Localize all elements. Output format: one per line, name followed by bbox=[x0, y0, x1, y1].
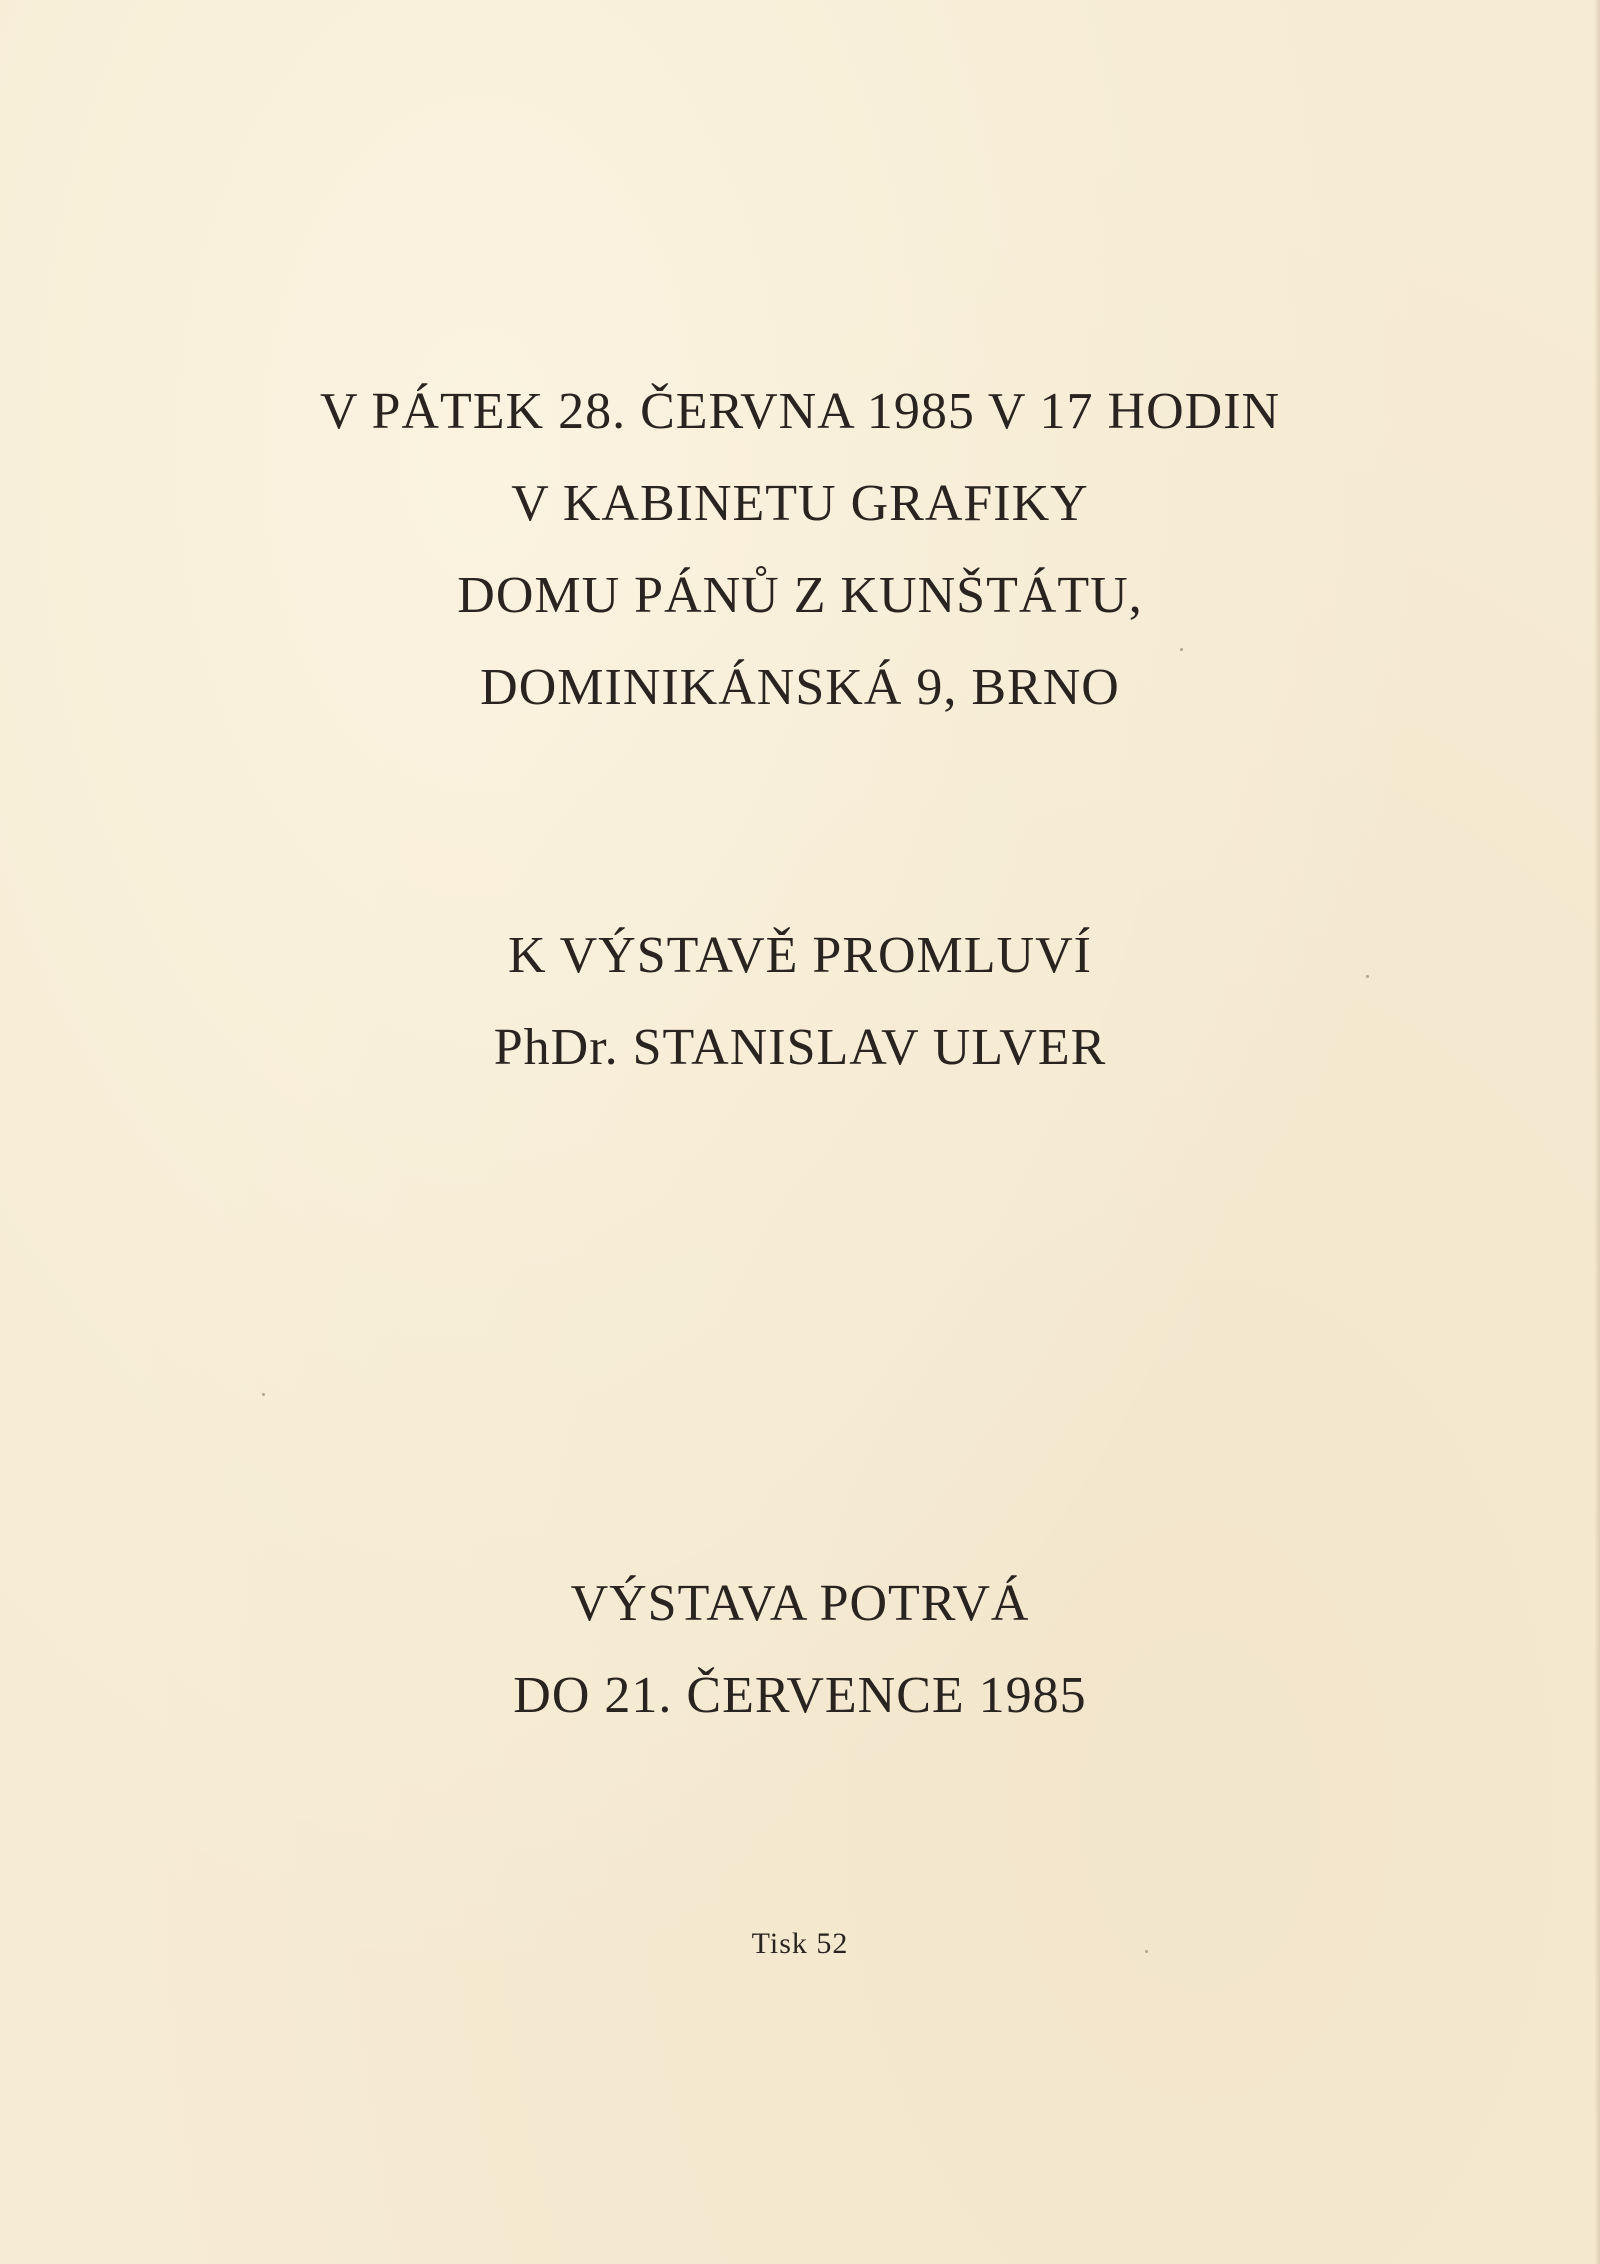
duration-intro-line: VÝSTAVA POTRVÁ bbox=[570, 1575, 1030, 1632]
paper-speck bbox=[1366, 975, 1369, 978]
duration-block bbox=[0, 1558, 1600, 1742]
venue-line: V KABINETU GRAFIKY bbox=[511, 475, 1089, 532]
address-line: DOMINIKÁNSKÁ 9, BRNO bbox=[480, 659, 1120, 716]
print-note-block bbox=[0, 1922, 1600, 1966]
speaker-intro-line: K VÝSTAVĚ PROMLUVÍ bbox=[508, 927, 1092, 984]
paper-speck bbox=[1180, 648, 1183, 651]
duration-date-line: DO 21. ČERVENCE 1985 bbox=[513, 1667, 1087, 1724]
building-line: DOMU PÁNŮ Z KUNŠTÁTU, bbox=[457, 567, 1143, 624]
paper-speck bbox=[262, 1393, 265, 1396]
print-note: Tisk 52 bbox=[751, 1927, 849, 1960]
opening-info-block bbox=[0, 366, 1600, 734]
paper-speck bbox=[1145, 1950, 1148, 1953]
opening-date-line: V PÁTEK 28. ČERVNA 1985 V 17 HODIN bbox=[319, 383, 1281, 440]
speaker-name-line: PhDr. STANISLAV ULVER bbox=[493, 1019, 1107, 1076]
speaker-block bbox=[0, 910, 1600, 1094]
